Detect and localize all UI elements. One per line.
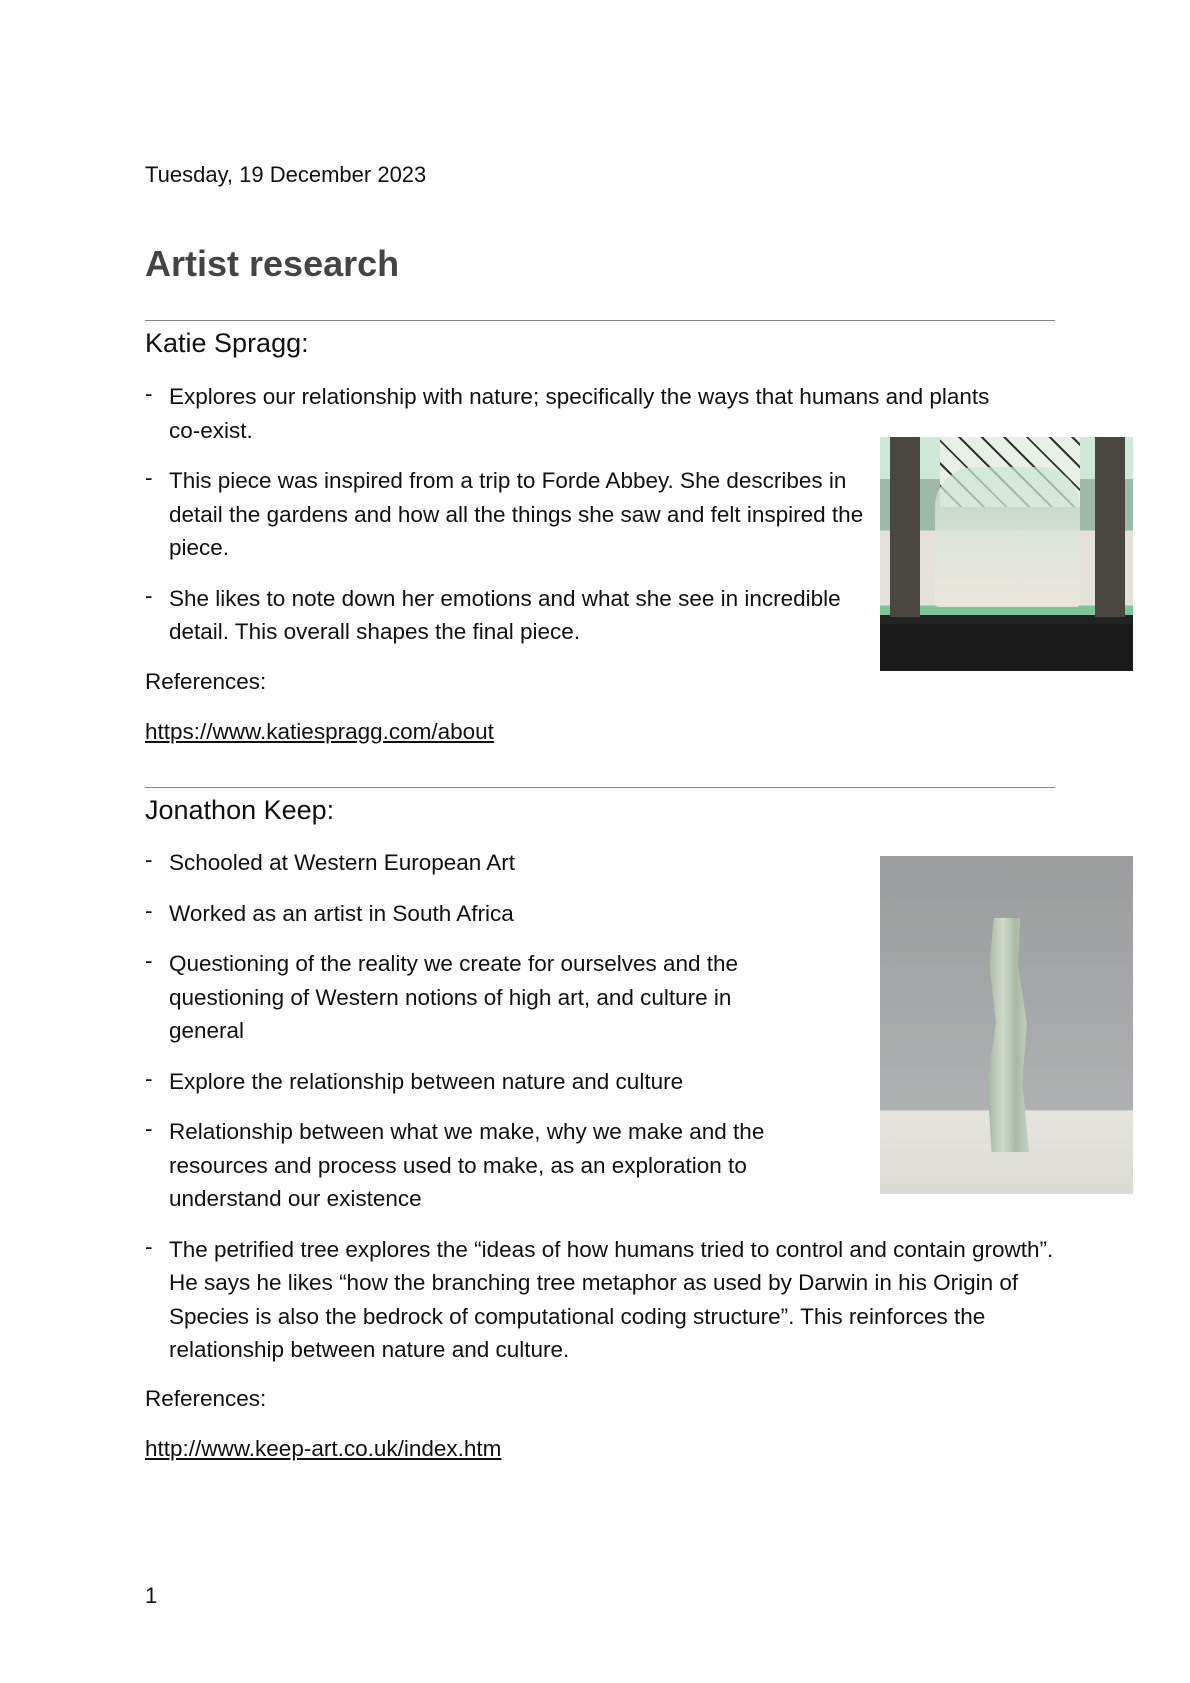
list-item: - Explores our relationship with nature; specifically the ways that humans and plants co-exist. [145, 381, 990, 443]
list-item: - She likes to note down her emotions and what she see in incredible detail. This overall shapes the final piece. [145, 582, 841, 644]
katie-spragg-bullets [145, 380, 995, 666]
references-label: References: [145, 669, 267, 694]
list-item: - Relationship between what we make, why we make and the resources and process used to make, as an exploration to understand our existence [145, 1116, 765, 1211]
divider [145, 320, 1055, 321]
document-date: Tuesday, 19 December 2023 [145, 162, 427, 187]
divider [145, 787, 1055, 788]
page-title: Artist research [145, 243, 400, 284]
list-item: - Explore the relationship between nature and culture [145, 1065, 684, 1094]
list-item: - Worked as an artist in South Africa [145, 897, 514, 926]
katie-spragg-artwork-image [880, 437, 1133, 671]
reference-link-keep-art[interactable]: http://www.keep-art.co.uk/index.htm [145, 1436, 502, 1461]
list-item: - The petrified tree explores the “ideas of how humans tried to control and contain growth”. He says he likes “how the branching tree metaphor as used by Darwin in his Origin of Species is also the bedrock of computational coding structure”. This reinforces the relationship between nature and culture. [145, 1233, 1054, 1362]
page-number: 1 [145, 1583, 158, 1608]
list-item: - Schooled at Western European Art [145, 847, 516, 875]
list-item: - This piece was inspired from a trip to Forde Abbey. She describes in detail the gardens and how all the things she saw and felt inspired the piece. [145, 465, 864, 560]
references-label: References: [145, 1386, 267, 1411]
reference-link-katiespragg[interactable]: https://www.katiespragg.com/about [145, 719, 494, 744]
list-item: - Questioning of the reality we create for ourselves and the questioning of Western notions of high art, and culture in general [145, 948, 739, 1043]
section-heading-jonathon-keep: Jonathon Keep: [145, 795, 335, 825]
section-heading-katie-spragg: Katie Spragg: [145, 328, 309, 358]
jonathon-keep-artwork-image [880, 856, 1133, 1194]
